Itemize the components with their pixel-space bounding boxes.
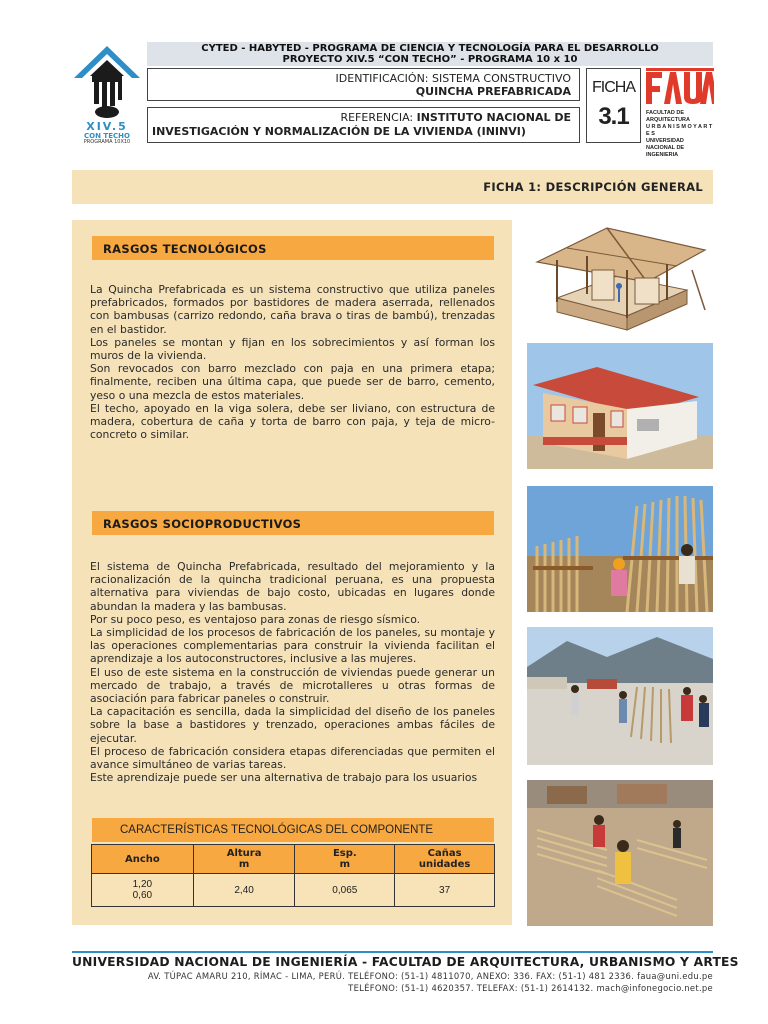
paragraph: El techo, apoyado en la viga solera, debe ser liviano, con estructura de madera, cobertura de caña y torta de barro con paja, y teja de micro-concreto o similar. bbox=[90, 401, 495, 442]
program-header-line1: CYTED - HABYTED - PROGRAMA DE CIENCIA Y TECNOLOGÍA PARA EL DESARROLLO bbox=[201, 43, 659, 54]
section-body-socioproductivos bbox=[90, 560, 495, 784]
faua-line1: FACULTAD DE ARQUITECTURA bbox=[646, 110, 690, 123]
reference-value-line1: INSTITUTO NACIONAL DE bbox=[416, 111, 571, 124]
logo-name: XIV.5 bbox=[86, 120, 128, 133]
paragraph: Son revocados con barro mezclado con paja en una primera etapa; finalmente, reciben una última capa, que puede ser de barro, cemento, yeso o una mezcla de estos materiales. bbox=[90, 362, 495, 402]
paragraph: La Quincha Prefabricada es un sistema constructivo que utiliza paneles prefabricados, formados por bastidores de madera aserrada, rellenados con bambusas (carrizo redondo, caña brava o tiras de bambú), trenzadas en el bastidor. bbox=[90, 283, 495, 336]
footer-title: UNIVERSIDAD NACIONAL DE INGENIERÍA - FACULTAD DE ARQUITECTURA, URBANISMO Y ARTES bbox=[72, 955, 739, 969]
table-header-cell: Cañas unidades bbox=[395, 845, 495, 874]
table-cell: 37 bbox=[395, 874, 495, 907]
ficha-title: FICHA 1: DESCRIPCIÓN GENERAL bbox=[72, 170, 713, 204]
table-cell: 0,065 bbox=[295, 874, 395, 907]
faua-line2: U R B A N I S M O Y A R T E S bbox=[646, 124, 713, 137]
table-header-cell: Altura m bbox=[193, 845, 295, 874]
reference-box bbox=[147, 107, 580, 143]
prefab-house-photo bbox=[527, 343, 713, 469]
footer-contact: TELÉFONO: (51-1) 4620357. TELEFAX: (51-1) 2614132. mach@infonegocio.net.pe bbox=[348, 983, 713, 993]
paragraph: El sistema de Quincha Prefabricada, resultado del mejoramiento y la racionalización de la quincha tradicional peruana, es una propuesta alternativa para viviendas de bajo costo, ubicadas en lugares donde abundan la madera y las bambusas. bbox=[90, 560, 495, 613]
program-header-line2: PROYECTO XIV.5 “CON TECHO” - PROGRAMA 10 x 10 bbox=[282, 54, 578, 65]
paragraph: Los paneles se montan y fijan en los sobrecimientos y así forman los muros de la vivienda. bbox=[90, 335, 495, 363]
program-header bbox=[147, 42, 713, 66]
table-row bbox=[92, 874, 495, 907]
footer-address: AV. TÚPAC AMARU 210, RÍMAC - LIMA, PERÚ. TELÉFONO: (51-1) 4811070, ANEXO: 336. FAX: (51-1) 481 2336. faua@uni.edu.pe bbox=[147, 971, 713, 981]
panel-assembly-photo bbox=[527, 486, 713, 612]
paragraph: La simplicidad de los procesos de fabricación de los paneles, su montaje y las operaciones complementarias para construir la vivienda facilitan el aprendizaje a los autoconstructores, inclusive a las mujeres. bbox=[90, 626, 495, 666]
training-workshop-photo bbox=[527, 627, 713, 765]
table-header-cell: Esp. m bbox=[295, 845, 395, 874]
table-cell: 1,20 0,60 bbox=[92, 874, 194, 907]
faua-wordmark-icon bbox=[646, 68, 714, 108]
faua-line3: UNIVERSIDAD NACIONAL DE INGENIERIA bbox=[646, 138, 685, 158]
house-structure-drawing bbox=[527, 220, 713, 332]
ficha-number: 3.1 bbox=[598, 103, 629, 130]
weaving-panels-photo bbox=[527, 780, 713, 926]
faua-logo-text bbox=[646, 110, 714, 159]
paragraph: El proceso de fabricación considera etapas diferenciadas que permiten el avance simultáneo de varias tareas. bbox=[90, 744, 495, 772]
house-hands-icon bbox=[72, 42, 142, 122]
table-cell: 2,40 bbox=[193, 874, 295, 907]
footer-divider bbox=[72, 951, 713, 953]
paragraph: La capacitación es sencilla, dada la simplicidad del diseño de los paneles sobre la base a bastidores y trenzado, operaciones ambas fáciles de ejecutar. bbox=[90, 705, 495, 745]
paragraph: El uso de este sistema en la construcción de viviendas puede generar un mercado de trabajo, a través de microtalleres u otras formas de asociación para fabricar paneles o construir. bbox=[90, 665, 495, 706]
identification-label: IDENTIFICACIÓN: SISTEMA CONSTRUCTIVO bbox=[335, 72, 571, 85]
table-header-cell: Ancho bbox=[92, 845, 194, 874]
components-table-title: CARACTERÍSTICAS TECNOLÓGICAS DEL COMPONENTE bbox=[92, 818, 494, 842]
identification-box bbox=[147, 68, 580, 101]
logo-program: PROGRAMA 10X10 bbox=[83, 139, 131, 145]
paragraph: Este aprendizaje puede ser una alternativa de trabajo para los usuarios bbox=[90, 771, 478, 785]
section-title-socioproductivos: RASGOS SOCIOPRODUCTIVOS bbox=[92, 511, 494, 535]
section-title-tecnologicos: RASGOS TECNOLÓGICOS bbox=[92, 236, 494, 260]
reference-value-line2: INVESTIGACIÓN Y NORMALIZACIÓN DE LA VIVIENDA (ININVI) bbox=[152, 125, 526, 138]
identification-value: QUINCHA PREFABRICADA bbox=[415, 85, 571, 98]
components-table bbox=[91, 844, 495, 907]
ficha-number-box bbox=[586, 68, 641, 143]
logo-subtitle: CON TECHO bbox=[84, 132, 130, 140]
table-header-row bbox=[92, 845, 495, 874]
reference-label: REFERENCIA: bbox=[340, 111, 414, 124]
reference-line1 bbox=[152, 111, 571, 125]
ficha-label: FICHA bbox=[592, 79, 635, 96]
section-body-tecnologicos bbox=[90, 283, 495, 441]
paragraph: Por su poco peso, es ventajoso para zonas de riesgo sísmico. bbox=[90, 612, 421, 626]
